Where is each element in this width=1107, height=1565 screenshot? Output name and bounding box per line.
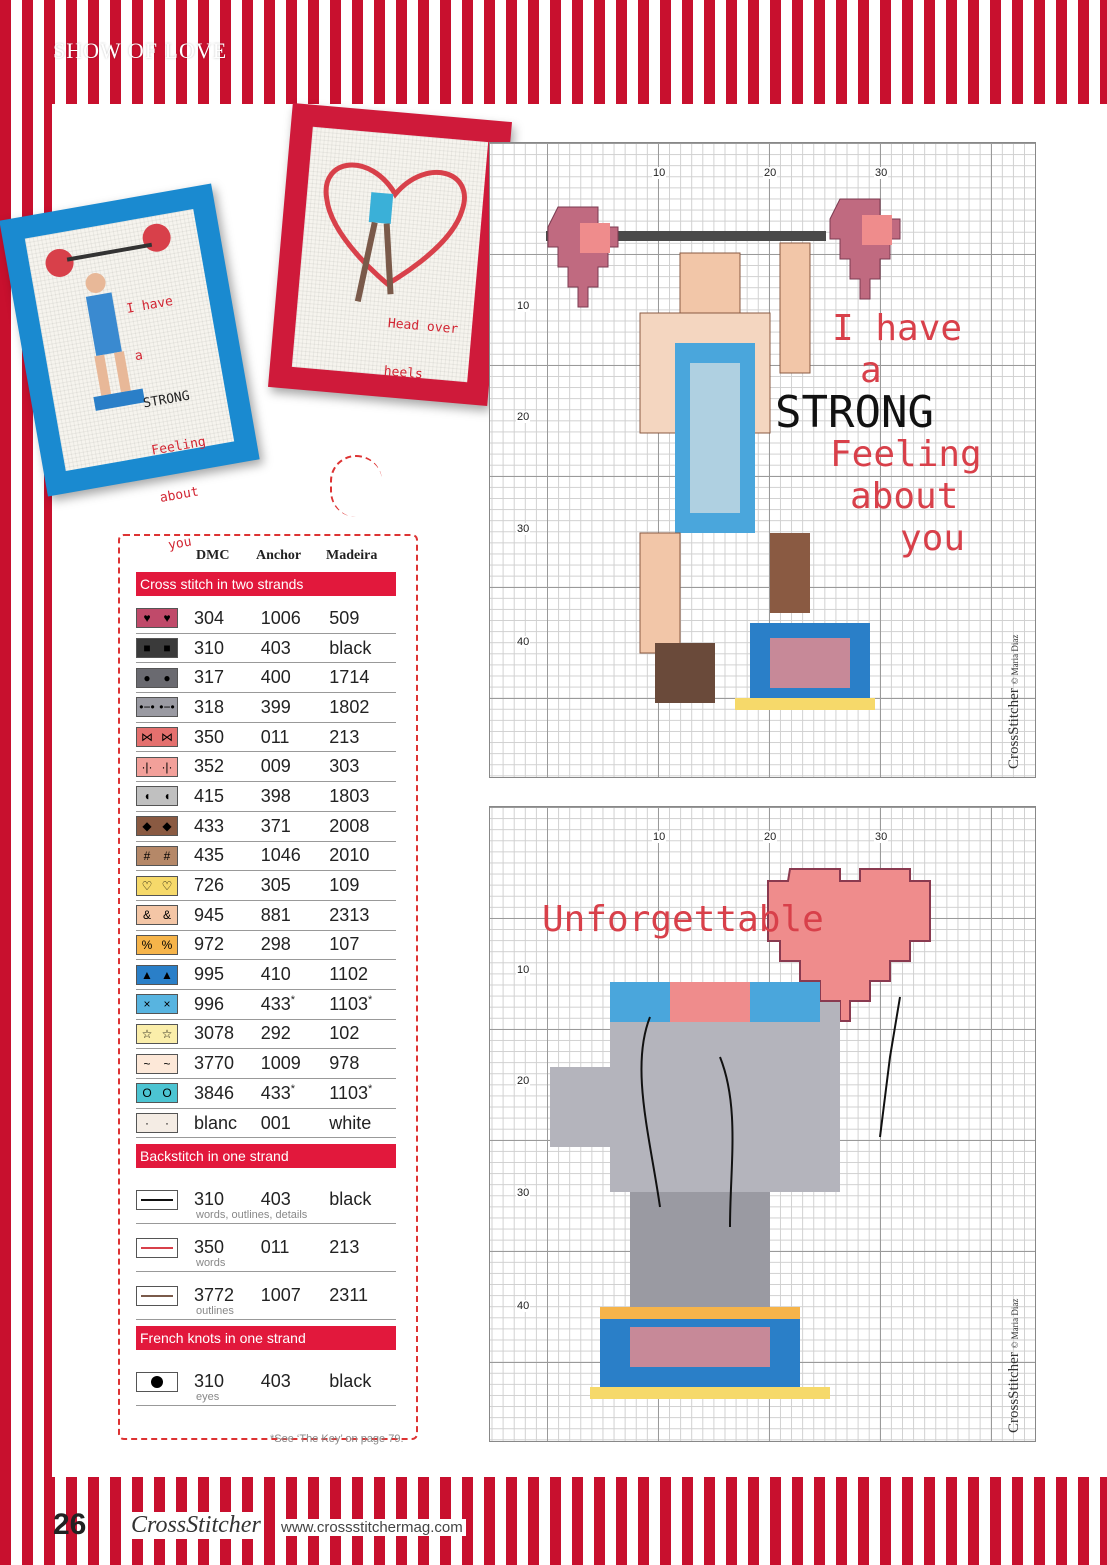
anchor-code: 403 bbox=[260, 1371, 291, 1392]
thread-swatch bbox=[136, 1054, 178, 1074]
usage-note: outlines bbox=[196, 1305, 234, 1318]
card-canvas bbox=[25, 209, 234, 554]
axis-left-label: 20 bbox=[517, 411, 530, 423]
stitch-symbol: ☆ bbox=[141, 1026, 153, 1041]
stitch-symbol: O bbox=[162, 1086, 172, 1101]
anchor-code: 1009 bbox=[260, 1053, 301, 1074]
stitch-symbol: O bbox=[142, 1086, 152, 1101]
thread-swatch bbox=[136, 816, 178, 836]
axis-left-label: 30 bbox=[517, 523, 530, 535]
dmc-code: 350 bbox=[194, 726, 225, 747]
chart-words: I have a STRONG Feeling about you bbox=[775, 308, 982, 559]
thread-swatch bbox=[136, 1113, 178, 1133]
stitch-symbol: ▲ bbox=[161, 967, 173, 982]
axis-top-label: 30 bbox=[875, 831, 888, 843]
madeira-code: white bbox=[329, 1112, 372, 1133]
stitch-symbol: ⋈ bbox=[141, 730, 153, 745]
axis-top-label: 30 bbox=[875, 167, 888, 179]
chart-words: Unforgettable bbox=[542, 899, 824, 940]
dmc-code: 435 bbox=[194, 845, 225, 866]
madeira-code: 1103* bbox=[329, 1082, 373, 1103]
madeira-code: black bbox=[329, 637, 372, 658]
stitch-symbol: ~ bbox=[143, 1056, 151, 1071]
anchor-code: 305 bbox=[260, 875, 291, 896]
stitch-symbol: ◆ bbox=[162, 819, 172, 834]
anchor-code: 410 bbox=[260, 964, 291, 985]
key-row bbox=[136, 782, 396, 812]
cross-stitch-chart-strong bbox=[489, 142, 1036, 778]
axis-left-label: 10 bbox=[517, 300, 530, 312]
anchor-code: 011 bbox=[260, 1237, 290, 1258]
anchor-code: 403 bbox=[260, 1189, 291, 1210]
french-knot-dot-icon bbox=[151, 1376, 163, 1388]
madeira-code: black bbox=[329, 1371, 372, 1392]
french-knots-heading: French knots in one strand bbox=[136, 1326, 396, 1350]
key-row bbox=[136, 901, 396, 931]
dmc-code: 972 bbox=[194, 934, 225, 955]
stitch-symbol: •−• bbox=[159, 700, 175, 715]
stitch-symbol: ·|· bbox=[161, 759, 173, 774]
dmc-code: 995 bbox=[194, 964, 225, 985]
dmc-code: 352 bbox=[194, 756, 225, 777]
anchor-code: 399 bbox=[260, 696, 291, 717]
key-row bbox=[136, 634, 396, 664]
cross-stitch-rows bbox=[136, 604, 396, 1138]
balloon-string bbox=[880, 997, 900, 1137]
backstitch-row bbox=[136, 1224, 396, 1272]
axis-top-label: 20 bbox=[764, 831, 777, 843]
cross-stitch-chart-unforgettable bbox=[489, 806, 1036, 1442]
dmc-code: 318 bbox=[194, 696, 225, 717]
madeira-code: 1802 bbox=[329, 696, 370, 717]
backstitch-row bbox=[136, 1272, 396, 1320]
dmc-code: 726 bbox=[194, 875, 225, 896]
elephant-figure bbox=[550, 982, 840, 1399]
key-row bbox=[136, 931, 396, 961]
red-card-text: Head over heels bbox=[383, 316, 459, 383]
madeira-code: 102 bbox=[329, 1023, 360, 1044]
madeira-code: 2010 bbox=[329, 845, 370, 866]
dmc-code: 304 bbox=[194, 607, 225, 628]
thread-swatch bbox=[136, 846, 178, 866]
thread-swatch bbox=[136, 1024, 178, 1044]
key-row bbox=[136, 1049, 396, 1079]
backstitch-row bbox=[136, 1176, 396, 1224]
key-row bbox=[136, 693, 396, 723]
key-row bbox=[136, 723, 396, 753]
magazine-name: CrossStitcher bbox=[128, 1512, 264, 1539]
anchor-code: 011 bbox=[260, 726, 290, 747]
anchor-code: 398 bbox=[260, 785, 291, 806]
key-row bbox=[136, 604, 396, 634]
page-number: 26 bbox=[53, 1508, 87, 1541]
madeira-code: black bbox=[329, 1189, 372, 1210]
anchor-code: 881 bbox=[260, 904, 291, 925]
thread-swatch bbox=[136, 965, 178, 985]
usage-note: words bbox=[196, 1257, 226, 1270]
stitch-symbol: · bbox=[145, 1116, 149, 1131]
stitch-symbol: ◆ bbox=[142, 819, 152, 834]
axis-top-label: 10 bbox=[653, 831, 666, 843]
madeira-code: 1103* bbox=[329, 993, 373, 1014]
thread-key bbox=[136, 548, 396, 1406]
key-column-headers: DMC Anchor Madeira bbox=[196, 548, 378, 563]
key-row bbox=[136, 752, 396, 782]
thread-swatch bbox=[136, 757, 178, 777]
section-label: SHOW OF LOVE bbox=[53, 38, 228, 63]
stitch-symbol: · bbox=[165, 1116, 169, 1131]
madeira-code: 109 bbox=[329, 875, 360, 896]
stitch-symbol: •−• bbox=[139, 700, 155, 715]
dmc-code: 317 bbox=[194, 667, 225, 688]
stitch-symbol: ⋈ bbox=[161, 730, 173, 745]
backstitch-swatch bbox=[136, 1286, 178, 1306]
dmc-code: 415 bbox=[194, 785, 225, 806]
anchor-code: 1006 bbox=[260, 607, 301, 628]
madeira-code: 978 bbox=[329, 1053, 360, 1074]
stitch-symbol: % bbox=[141, 937, 153, 952]
stitch-symbol: ☆ bbox=[161, 1026, 173, 1041]
dmc-code: 945 bbox=[194, 904, 225, 925]
stitch-symbol: ♡ bbox=[161, 878, 173, 893]
dmc-code: 3772 bbox=[194, 1285, 235, 1306]
anchor-code: 001 bbox=[260, 1112, 291, 1133]
axis-left-label: 10 bbox=[517, 964, 530, 976]
key-row bbox=[136, 1020, 396, 1050]
french-knot-rows bbox=[136, 1358, 396, 1406]
key-row bbox=[136, 663, 396, 693]
anchor-code: 292 bbox=[260, 1023, 291, 1044]
dmc-code: blanc bbox=[194, 1112, 238, 1133]
key-row bbox=[136, 812, 396, 842]
french-knot-swatch bbox=[136, 1372, 178, 1392]
backstitch-heading: Backstitch in one strand bbox=[136, 1144, 396, 1168]
stitch-symbol: ■ bbox=[143, 641, 151, 656]
backstitch-rows bbox=[136, 1176, 396, 1320]
red-card-photo bbox=[268, 103, 512, 406]
thread-swatch bbox=[136, 697, 178, 717]
stitch-symbol: & bbox=[142, 908, 151, 923]
stitch-symbol: ◖ bbox=[163, 789, 171, 804]
madeira-code: 2311 bbox=[329, 1285, 369, 1306]
anchor-code: 433* bbox=[260, 993, 296, 1014]
madeira-code: 509 bbox=[329, 607, 360, 628]
dmc-code: 996 bbox=[194, 993, 225, 1014]
thread-swatch bbox=[136, 608, 178, 628]
thread-swatch bbox=[136, 786, 178, 806]
thread-swatch bbox=[136, 668, 178, 688]
madeira-code: 1714 bbox=[329, 667, 370, 688]
stitch-symbol: ▲ bbox=[141, 967, 153, 982]
axis-top-label: 20 bbox=[764, 167, 777, 179]
stitch-symbol: ♥ bbox=[163, 611, 171, 626]
stitch-symbol: ◖ bbox=[143, 789, 151, 804]
madeira-code: 2313 bbox=[329, 904, 370, 925]
anchor-code: 1046 bbox=[260, 845, 301, 866]
dmc-code: 310 bbox=[194, 1371, 225, 1392]
dmc-code: 350 bbox=[194, 1237, 225, 1258]
usage-note: eyes bbox=[196, 1391, 220, 1404]
anchor-code: 1007 bbox=[260, 1285, 301, 1306]
dmc-code: 3770 bbox=[194, 1053, 235, 1074]
madeira-code: 213 bbox=[329, 726, 360, 747]
dashed-thread-line bbox=[330, 455, 382, 517]
website-url[interactable]: www.crossstitchermag.com bbox=[278, 1519, 466, 1536]
cross-stitch-heading: Cross stitch in two strands bbox=[136, 572, 396, 596]
stitch-symbol: ♡ bbox=[141, 878, 153, 893]
stitch-symbol: ~ bbox=[163, 1056, 171, 1071]
anchor-code: 400 bbox=[260, 667, 291, 688]
madeira-code: 213 bbox=[329, 1237, 360, 1258]
blue-card-text: I have a STRONG Feeling about you bbox=[125, 293, 207, 554]
dmc-code: 3846 bbox=[194, 1082, 235, 1103]
card-canvas bbox=[292, 127, 488, 382]
axis-left-label: 20 bbox=[517, 1075, 530, 1087]
key-row bbox=[136, 871, 396, 901]
dmc-code: 433 bbox=[194, 815, 225, 836]
key-row bbox=[136, 960, 396, 990]
madeira-code: 1803 bbox=[329, 785, 370, 806]
key-row bbox=[136, 842, 396, 872]
thread-swatch bbox=[136, 905, 178, 925]
thread-swatch bbox=[136, 935, 178, 955]
chart-credit: CrossStitcher © Maria Diaz bbox=[1006, 634, 1022, 769]
anchor-code: 298 bbox=[260, 934, 291, 955]
key-footnote: *See ‘The Key’ on page 79. bbox=[270, 1433, 404, 1445]
key-row bbox=[136, 990, 396, 1020]
madeira-code: 2008 bbox=[329, 815, 370, 836]
backstitch-swatch bbox=[136, 1190, 178, 1210]
stitch-symbol: ·|· bbox=[141, 759, 153, 774]
dmc-code: 3078 bbox=[194, 1023, 235, 1044]
stitch-symbol: & bbox=[162, 908, 171, 923]
anchor-code: 009 bbox=[260, 756, 291, 777]
anchor-code: 433* bbox=[260, 1082, 296, 1103]
anchor-code: 403 bbox=[260, 637, 291, 658]
chart-credit: CrossStitcher © Maria Diaz bbox=[1006, 1298, 1022, 1433]
stitch-symbol: # bbox=[163, 848, 171, 863]
dmc-code: 310 bbox=[194, 637, 225, 658]
madeira-code: 107 bbox=[329, 934, 360, 955]
backstitch-swatch bbox=[136, 1238, 178, 1258]
stitch-symbol: ● bbox=[163, 670, 171, 685]
thread-swatch bbox=[136, 638, 178, 658]
stitch-symbol: ♥ bbox=[143, 611, 151, 626]
madeira-code: 1102 bbox=[329, 964, 369, 985]
stitch-symbol: ● bbox=[143, 670, 151, 685]
stitch-symbol: % bbox=[161, 937, 173, 952]
key-row bbox=[136, 1079, 396, 1109]
dmc-code: 310 bbox=[194, 1189, 225, 1210]
french-knot-row bbox=[136, 1358, 396, 1406]
stitch-symbol: × bbox=[143, 997, 151, 1012]
anchor-code: 371 bbox=[260, 815, 291, 836]
stitch-symbol: ■ bbox=[163, 641, 171, 656]
usage-note: words, outlines, details bbox=[196, 1209, 308, 1222]
madeira-code: 303 bbox=[329, 756, 360, 777]
stitch-symbol: × bbox=[163, 997, 171, 1012]
axis-left-label: 40 bbox=[517, 636, 530, 648]
thread-swatch bbox=[136, 727, 178, 747]
axis-left-label: 40 bbox=[517, 1300, 530, 1312]
axis-top-label: 10 bbox=[653, 167, 666, 179]
thread-swatch bbox=[136, 876, 178, 896]
stitch-symbol: # bbox=[143, 848, 151, 863]
axis-left-label: 30 bbox=[517, 1187, 530, 1199]
thread-swatch bbox=[136, 994, 178, 1014]
key-row bbox=[136, 1109, 396, 1139]
thread-swatch bbox=[136, 1083, 178, 1103]
